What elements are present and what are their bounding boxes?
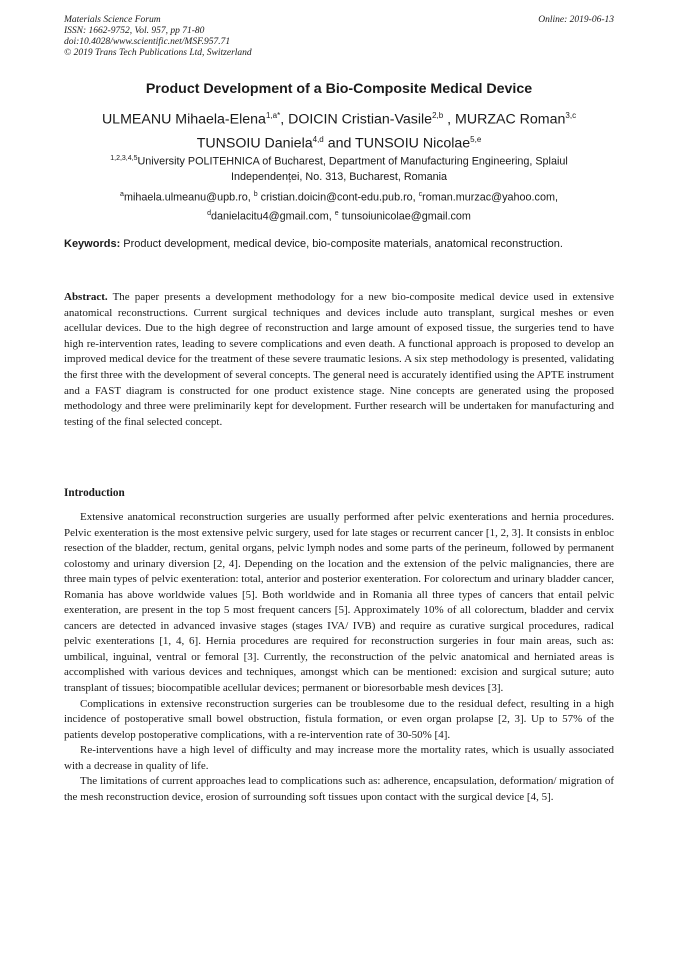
author-1-affil: 1,a* [265, 111, 281, 120]
journal-issn: ISSN: 1662-9752, Vol. 957, pp 71-80 [64, 26, 205, 36]
section-heading: Introduction [64, 487, 125, 499]
journal-name: Materials Science Forum [64, 15, 161, 25]
affiliation-sup: 1,2,3,4,5 [110, 155, 138, 162]
email-d-sup: d [207, 210, 211, 218]
author-2: , DOICIN Cristian-Vasile [280, 111, 433, 128]
keywords-text: Product development, medical device, bio-composite materials, anatomical reconstruction. [120, 238, 563, 250]
journal-header [64, 15, 252, 59]
email-e-sup: e [334, 210, 339, 218]
author-4: TUNSOIU Daniela [196, 135, 313, 152]
email-a-sup: a [120, 191, 124, 198]
author-emails [60, 187, 618, 225]
author-1: ULMEANU Mihaela-Elena [101, 111, 266, 128]
author-3: , MURZAC Roman [443, 111, 566, 128]
author-5-affil: 5,e [470, 134, 482, 144]
email-c-sup: c [418, 191, 423, 198]
journal-doi: doi:10.4028/www.scientific.net/MSF.957.71 [64, 37, 231, 47]
email-b-sup: b [253, 191, 258, 198]
email-a: mihaela.ulmeanu@upb.ro, [123, 191, 254, 204]
journal-copyright: © 2019 Trans Tech Publications Ltd, Switzerland [64, 48, 252, 58]
intro-paragraph: The limitations of current approaches lead to complications such as: adherence, encapsulation, deformation/ migration of the mesh reconstruction device, erosion of surrounding soft tissues upon contact with the surgical device [4, 5]. [64, 775, 614, 803]
paper-title: Product Development of a Bio-Composite Medical Device [145, 81, 533, 97]
affiliation-line-1: University POLITEHNICA of Bucharest, Department of Manufacturing Engineering, Splaiul [137, 155, 568, 168]
email-d: danielacitu4@gmail.com, [211, 210, 335, 223]
author-5: and TUNSOIU Nicolae [323, 135, 471, 152]
affiliation-line-2: Independenței, No. 313, Bucharest, Romania [230, 170, 448, 183]
abstract-text: The paper presents a development methodology for a new bio-composite medical device used in extensive anatomical reconstructions. Current surgical techniques and devices include auto transplant, surgical meshes or even acellular devices. Due to the high degree of reconstruction and large amount of exposed tissue, the surgeries tend to have high re-intervention rates, leading to severe complications and even death. A functional approach is proposed to develop an improved medical device for the treatment of these severe traumatic lesions. A six step methodology is presented, validating the first three with the development of several concepts. The general need is accurately identified using the APTE instrument and a FAST diagram is constructed for one product existence stage. Nine concepts are generated using the proposed methodology and three were preliminarily kept for development. Further research will be undertaken for manufacturing and testing of the final selected concept. [64, 291, 614, 428]
keywords [64, 237, 614, 253]
email-b: cristian.doicin@cont-edu.pub.ro, [257, 191, 419, 204]
keywords-label: Keywords: [64, 238, 121, 250]
introduction-body [64, 510, 614, 805]
online-date: Online: 2019-06-13 [538, 15, 614, 25]
intro-paragraph: Complications in extensive reconstruction surgeries can be troublesome due to the residual defect, resulting in a high incidence of postoperative small bowel obstruction, fistula formation, or even organ prolapse [2, 3]. Up to 57% of the patients develop postoperative complications, with a re-intervention rate of 30-50% [4]. [64, 697, 614, 741]
intro-paragraph: Extensive anatomical reconstruction surgeries are usually performed after pelvic exenterations and hernia procedures. Pelvic exenteration is the most extensive pelvic surgery, used for late stages or recurrent cancer [1, 2, 3]. It consists in enbloc resection of the bladder, rectum, genital organs, pelvic lymph nodes and some parts of the perineum, followed by permanent colostomy and urinary diversion [2, 4]. Depending on the location and the extension of the pelvic malignancies, there are three main types of pelvic exenteration: total, anterior and posterior exenteration. For colorectum and urinary bladder cancer, Romania has above worldwide values [5]. Both worldwide and in Romania all three types of cancers that entail pelvic exenteration, are present in the top 5 most frequent cancers [5]. Approximately 10% of all colorectum, bladder and cervix cancers are detected in advanced invasive stages (stages IVA/ IVB) and require as curative surgical procedures, radical pelvic exenterations [1, 4, 6]. Hernia procedures are required for reconstruction surgeries in four main areas, such as: umbilical, inguinal, ventral or femoral [3]. Currently, the reconstruction of the pelvic anatomical and herniated areas is accomplished with various devices and techniques, amongst which can be mentioned: excision and surgical suture; auto transplant of tissues; biocompatible acellular devices; permanent or bioresorbable mesh devices [3]. [64, 511, 614, 695]
affiliation [60, 151, 618, 185]
author-3-affil: 3,c [565, 111, 577, 120]
email-e: tunsoiunicolae@gmail.com [338, 210, 471, 223]
intro-paragraph: Re-interventions have a high level of difficulty and may increase more the mortality rates, which is usually associated with a decrease in quality of life. [64, 744, 614, 772]
email-c: roman.murzac@yahoo.com, [422, 191, 558, 204]
abstract-label: Abstract. [64, 291, 108, 303]
author-2-affil: 2,b [432, 111, 444, 120]
abstract [64, 290, 614, 430]
author-4-affil: 4,d [312, 134, 324, 144]
author-list [50, 106, 628, 153]
